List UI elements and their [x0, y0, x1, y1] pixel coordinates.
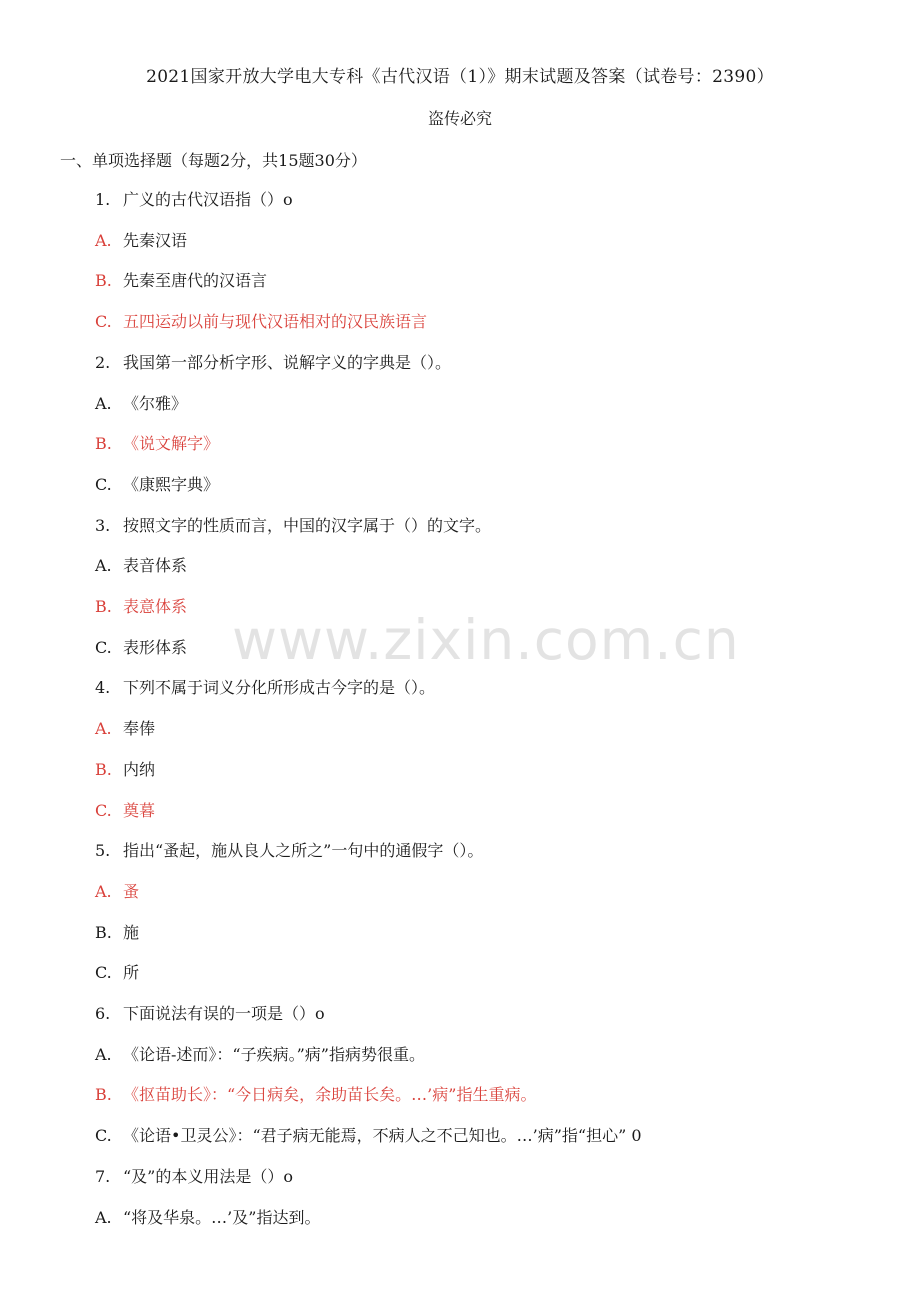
question-text: “及”的本义用法是（）o [123, 1167, 293, 1186]
question-number: 1. [95, 190, 111, 209]
option-label: C. [95, 1126, 112, 1145]
option-line [95, 757, 155, 780]
question-line [95, 1164, 293, 1187]
option-label: B. [95, 434, 112, 453]
option-label: A. [95, 1045, 112, 1064]
option-text: 《说文解字》 [123, 434, 220, 453]
option-text: 蚤 [123, 882, 140, 901]
option-line [95, 553, 187, 576]
option-text: 表形体系 [123, 638, 188, 657]
option-text: 《论语•卫灵公》：“君子病无能焉，不病人之不己知也。…’病”指“担心” 0 [123, 1126, 642, 1145]
option-line [95, 716, 155, 739]
option-line [95, 268, 267, 291]
option-text: 五四运动以前与现代汉语相对的汉民族语言 [123, 312, 428, 331]
option-text: 《抠苗助长》：“今日病矣，余助苗长矣。…’病”指生重病。 [123, 1085, 537, 1104]
option-label: A. [95, 231, 112, 250]
option-label: B. [95, 923, 112, 942]
option-line [95, 1082, 536, 1105]
option-text: 内纳 [123, 760, 156, 779]
option-label: A. [95, 719, 112, 738]
question-number: 7. [95, 1167, 111, 1186]
question-line [95, 675, 435, 698]
question-text: 下面说法有误的一项是（）o [123, 1004, 325, 1023]
option-line [95, 309, 427, 332]
option-label: B. [95, 1085, 112, 1104]
option-text: “将及华泉。…’及”指达到。 [123, 1208, 321, 1227]
option-label: B. [95, 597, 112, 616]
option-text: 先秦汉语 [123, 231, 188, 250]
option-text: 奠暮 [123, 801, 156, 820]
option-text: 施 [123, 923, 140, 942]
option-text: 表意体系 [123, 597, 188, 616]
option-text: 所 [123, 963, 140, 982]
option-label: A. [95, 394, 112, 413]
option-line [95, 472, 219, 495]
document-title: 2021国家开放大学电大专科《古代汉语（1）》期末试题及答案（试卷号：2390） [146, 67, 774, 87]
option-line [95, 594, 187, 617]
question-text: 广义的古代汉语指（）o [123, 190, 293, 209]
question-line [95, 350, 451, 373]
option-line [95, 431, 219, 454]
option-line [95, 960, 139, 983]
option-text: 奉俸 [123, 719, 156, 738]
option-line [95, 879, 139, 902]
option-label: C. [95, 475, 112, 494]
option-text: 表音体系 [123, 556, 188, 575]
question-number: 4. [95, 678, 111, 697]
question-number: 2. [95, 353, 111, 372]
option-line [95, 1042, 425, 1065]
option-line [95, 1205, 320, 1228]
option-line [95, 798, 155, 821]
document-subtitle: 盗传必究 [427, 109, 492, 128]
option-label: C. [95, 638, 112, 657]
question-line [95, 187, 293, 210]
option-label: A. [95, 1208, 112, 1227]
option-label: B. [95, 760, 112, 779]
question-line [95, 1001, 325, 1024]
option-label: C. [95, 801, 112, 820]
question-number: 5. [95, 841, 111, 860]
option-label: C. [95, 312, 112, 331]
section-heading: 一、单项选择题（每题2分，共15题30分） [60, 151, 367, 170]
question-number: 6. [95, 1004, 111, 1023]
question-line [95, 838, 483, 861]
option-label: A. [95, 882, 112, 901]
option-text: 《康熙字典》 [123, 475, 220, 494]
option-label: C. [95, 963, 112, 982]
option-text: 《尔雅》 [123, 394, 188, 413]
option-label: B. [95, 271, 112, 290]
question-text: 我国第一部分析字形、说解字义的字典是（）。 [123, 353, 452, 372]
option-line [95, 635, 187, 658]
option-line [95, 1123, 642, 1146]
watermark: www.zixin.com.cn [232, 608, 740, 672]
question-line [95, 513, 491, 536]
option-line [95, 920, 139, 943]
question-number: 3. [95, 516, 111, 535]
option-text: 先秦至唐代的汉语言 [123, 271, 268, 290]
question-text: 按照文字的性质而言，中国的汉字属于（）的文字。 [123, 516, 492, 535]
option-label: A. [95, 556, 112, 575]
option-line [95, 228, 187, 251]
option-text: 《论语-述而》：“子疾病。”病”指病势很重。 [123, 1045, 425, 1064]
question-text: 指出“蚤起，施从良人之所之”一句中的通假字（）。 [123, 841, 484, 860]
option-line [95, 391, 187, 414]
question-text: 下列不属于词义分化所形成古今字的是（）。 [123, 678, 436, 697]
